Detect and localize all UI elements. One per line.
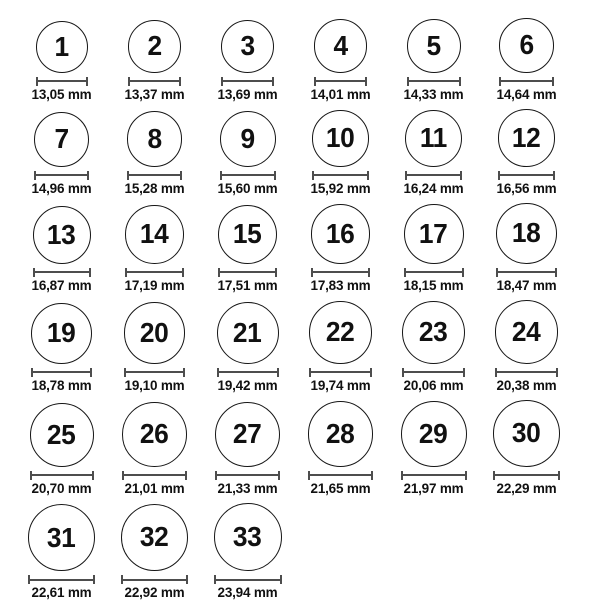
ring-size-item [480,300,573,392]
ring-size-item [108,402,201,495]
ring-size-circle [493,400,560,467]
diameter-bracket [221,77,274,86]
diameter-bracket [34,171,89,180]
ring-size-number: 19 [47,317,76,348]
ring-size-item [108,111,201,195]
ring-size-number: 33 [233,521,262,552]
diameter-bracket [218,268,277,277]
ring-size-item [15,112,108,196]
ring-size-circle [404,204,464,264]
ring-size-number: 32 [140,521,169,553]
ring-size-circle [218,205,277,264]
diameter-label: 21,65 mm [310,480,371,496]
ring-size-number: 31 [47,521,76,553]
diameter-bracket [312,171,369,180]
diameter-bracket [217,368,279,377]
chart-row [15,203,600,292]
ring-size-item [294,19,387,101]
ring-size-circle [405,110,462,167]
ring-size-item [108,20,201,101]
diameter-bracket [128,77,181,86]
diameter-label: 22,61 mm [31,585,92,600]
diameter-label: 21,97 mm [403,480,464,496]
ring-size-item [201,20,294,102]
ring-size-number: 21 [233,316,262,348]
ring-size-number: 11 [420,122,447,153]
ring-size-number: 22 [326,316,355,348]
ring-size-number: 14 [140,218,169,250]
diameter-label: 16,24 mm [403,180,464,196]
ring-size-circle [217,302,279,364]
ring-size-item [201,111,294,196]
diameter-label: 22,29 mm [496,480,557,496]
ring-size-item [480,203,573,292]
diameter-bracket [28,575,95,584]
ring-size-number: 23 [419,316,448,347]
ring-size-item [294,401,387,495]
diameter-bracket [407,77,461,86]
ring-size-number: 10 [326,122,355,154]
ring-size-number: 30 [512,417,541,449]
ring-size-item [15,303,108,393]
diameter-bracket [499,77,554,86]
ring-size-number: 26 [140,418,169,450]
ring-size-number: 12 [512,121,541,153]
ring-size-item [294,204,387,292]
ring-size-number: 9 [240,122,255,154]
diameter-label: 16,56 mm [496,180,557,196]
diameter-label: 15,92 mm [310,180,371,196]
diameter-bracket [215,471,280,480]
ring-size-circle [496,203,557,264]
ring-size-circle [33,206,91,264]
diameter-bracket [36,77,88,86]
ring-size-circle [498,109,556,167]
chart-row [15,109,600,195]
ring-size-item [15,21,108,102]
ring-size-number: 6 [519,29,534,61]
diameter-label: 16,87 mm [31,277,92,293]
ring-size-number: 7 [54,123,69,154]
diameter-label: 20,38 mm [496,377,557,393]
ring-size-item [387,401,480,496]
ring-size-circle [34,112,89,167]
diameter-bracket [402,368,465,377]
ring-size-item [480,400,573,495]
diameter-label: 21,33 mm [217,480,278,496]
ring-size-circle [124,302,186,364]
ring-size-item [108,205,201,292]
diameter-bracket [31,368,92,377]
diameter-bracket [401,471,467,480]
ring-size-circle [220,111,276,167]
chart-row [15,18,600,101]
ring-size-circle [312,110,369,167]
ring-size-number: 8 [147,122,162,154]
ring-size-number: 4 [333,29,348,61]
diameter-label: 14,33 mm [403,86,464,102]
diameter-bracket [308,471,374,480]
diameter-label: 17,19 mm [124,277,185,293]
diameter-label: 20,70 mm [31,480,92,496]
ring-size-item [480,18,573,101]
ring-size-circle [407,19,461,73]
diameter-bracket [127,171,183,180]
diameter-label: 13,05 mm [31,86,92,102]
ring-size-circle [495,300,559,364]
diameter-label: 17,83 mm [310,277,371,293]
ring-size-item [294,301,387,392]
ring-size-item [201,402,294,496]
ring-size-number: 18 [512,217,541,249]
ring-size-number: 15 [233,218,262,249]
diameter-bracket [122,471,187,480]
diameter-bracket [498,171,556,180]
diameter-label: 19,10 mm [124,377,185,393]
ring-size-circle [36,21,88,73]
ring-size-number: 13 [47,218,76,250]
diameter-label: 15,28 mm [124,180,185,196]
chart-row [15,300,600,392]
ring-size-circle [127,111,183,167]
diameter-bracket [309,368,372,377]
ring-size-circle [314,19,368,73]
ring-size-number: 1 [54,30,69,62]
diameter-bracket [125,268,184,277]
diameter-label: 22,92 mm [124,585,185,600]
ring-size-number: 27 [233,418,262,449]
diameter-bracket [311,268,371,277]
diameter-bracket [214,575,282,584]
ring-size-item [387,204,480,293]
ring-size-item [108,302,201,392]
ring-size-circle [122,402,187,467]
diameter-label: 15,60 mm [217,180,278,196]
diameter-bracket [404,268,464,277]
diameter-label: 14,64 mm [496,86,557,102]
diameter-label: 18,15 mm [403,277,464,293]
ring-size-circle [221,20,274,73]
ring-size-number: 28 [326,417,355,449]
ring-size-circle [402,301,465,364]
ring-size-number: 29 [419,417,448,449]
ring-size-circle [214,503,282,571]
ring-size-number: 25 [47,418,76,450]
ring-size-item [15,403,108,496]
ring-size-circle [311,204,371,264]
ring-size-circle [30,403,94,467]
ring-size-number: 16 [326,217,355,249]
ring-size-circle [308,401,374,467]
ring-size-circle [309,301,372,364]
diameter-label: 17,51 mm [217,277,278,293]
chart-row [15,400,600,495]
ring-size-item [15,206,108,293]
ring-size-circle [215,402,280,467]
diameter-bracket [495,368,559,377]
ring-size-circle [28,504,95,571]
ring-size-circle [128,20,181,73]
ring-size-number: 2 [147,30,162,62]
ring-size-item [15,504,108,600]
ring-size-circle [401,401,467,467]
ring-size-circle [31,303,92,364]
diameter-label: 23,94 mm [217,585,278,600]
ring-size-item [387,301,480,393]
diameter-label: 21,01 mm [124,480,185,496]
diameter-bracket [220,171,276,180]
diameter-bracket [30,471,94,480]
diameter-bracket [121,575,189,584]
diameter-bracket [124,368,186,377]
chart-row [15,503,600,600]
ring-size-item [201,503,294,600]
diameter-bracket [33,268,91,277]
diameter-label: 13,69 mm [217,86,278,102]
ring-size-number: 5 [426,29,441,61]
ring-size-circle [121,504,189,572]
ring-size-circle [499,18,554,73]
ring-size-item [387,110,480,196]
ring-size-item [387,19,480,102]
diameter-label: 20,06 mm [403,377,464,393]
diameter-label: 19,74 mm [310,377,371,393]
ring-size-item [201,302,294,393]
diameter-label: 14,01 mm [310,86,371,102]
diameter-label: 19,42 mm [217,377,278,393]
ring-size-item [480,109,573,195]
ring-size-number: 20 [140,316,169,348]
diameter-label: 13,37 mm [124,86,185,102]
diameter-bracket [314,77,368,86]
diameter-label: 14,96 mm [31,180,92,196]
ring-size-item [108,504,201,600]
diameter-bracket [405,171,462,180]
ring-size-circle [125,205,184,264]
ring-size-number: 24 [512,315,541,347]
diameter-bracket [496,268,557,277]
ring-size-number: 17 [419,217,448,249]
diameter-bracket [493,471,560,480]
ring-size-number: 3 [240,30,255,61]
diameter-label: 18,78 mm [31,377,92,393]
ring-size-item [294,110,387,195]
ring-size-rows [15,18,600,600]
ring-size-item [201,205,294,293]
diameter-label: 18,47 mm [496,277,557,293]
